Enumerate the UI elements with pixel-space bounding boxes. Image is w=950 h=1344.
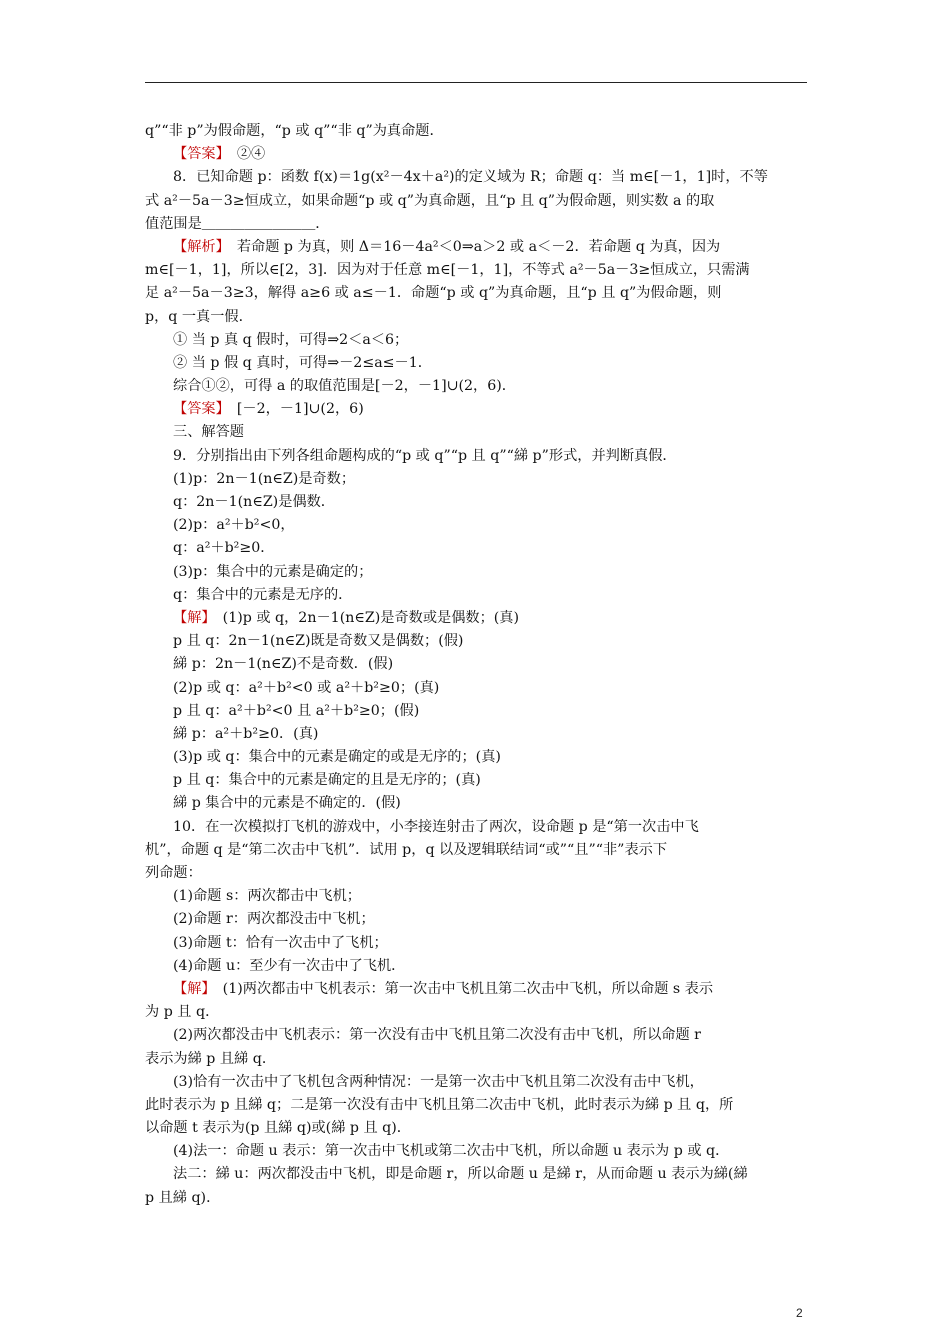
- text-line: [145, 792, 807, 815]
- line-text: (1)p 或 q，2n－1(n∈Z)是奇数或是偶数；(真): [208, 609, 520, 626]
- line-text: (3)p 或 q：集合中的元素是确定的或是无序的；(真): [173, 749, 501, 766]
- text-line: [145, 143, 807, 166]
- text-line: [145, 607, 807, 630]
- line-text: (2)p 或 q：a²＋b²<0 或 a²＋b²≥0；(真): [173, 679, 440, 696]
- line-text: (2)两次都没击中飞机表示：第一次没有击中飞机且第二次没有击中飞机，所以命题 r: [173, 1027, 701, 1044]
- line-text: (3)p：集合中的元素是确定的；: [173, 563, 373, 580]
- line-text: 此时表示为 p 且綈 q；二是第一次没有击中飞机且第二次击中飞机，此时表示为綈 p 且 q，所: [145, 1096, 734, 1113]
- line-text: 三、解答题: [173, 424, 244, 441]
- header-rule: [145, 82, 807, 83]
- text-line: [145, 1117, 807, 1140]
- line-text: 若命题 p 为真，则 Δ＝16－4a²＜0⇒a＞2 或 a＜－2．若命题 q 为真，因为: [222, 238, 721, 255]
- text-line: [145, 120, 807, 143]
- text-line: [145, 561, 807, 584]
- text-line: [145, 306, 807, 329]
- text-line: [145, 769, 807, 792]
- line-text: 8．已知命题 p：函数 f(x)＝1g(x²－4x＋a²)的定义域为 R；命题 q：当 m∈[－1，1]时，不等: [173, 169, 768, 186]
- line-text: p 且 q：集合中的元素是确定的且是无序的；(真): [173, 772, 481, 789]
- line-text: 法二：綈 u：两次都没击中飞机，即是命题 r，所以命题 u 是綈 r，从而命题 u 表示为綈(綈: [173, 1166, 748, 1183]
- line-text: 值范围是＿＿＿＿＿＿＿＿．: [145, 215, 330, 232]
- text-line: [145, 537, 807, 560]
- text-line: [145, 398, 807, 421]
- text-line: [145, 1048, 807, 1071]
- line-text: 綈 p：a²＋b²≥0．(真): [173, 725, 319, 742]
- text-line: [145, 677, 807, 700]
- line-text: q：2n－1(n∈Z)是偶数．: [173, 494, 335, 510]
- line-text: 足 a²－5a－3≥3，解得 a≥6 或 a≤－1．命题“p 或 q”为真命题，且“p 且 q”为假命题，则: [145, 285, 722, 302]
- line-text: 综合①②，可得 a 的取值范围是[－2，－1]∪(2，6)．: [173, 378, 516, 395]
- answer-tag: 【答案】: [173, 146, 223, 163]
- line-text: ②④: [222, 146, 266, 163]
- text-line: [145, 282, 807, 305]
- line-text: (1)p：2n－1(n∈Z)是奇数；: [173, 470, 356, 487]
- text-line: [145, 514, 807, 537]
- line-text: 表示为綈 p 且綈 q．: [145, 1050, 277, 1067]
- text-line: [145, 236, 807, 259]
- text-line: [145, 955, 807, 978]
- line-text: 列命题：: [145, 865, 202, 881]
- text-line: [145, 908, 807, 931]
- line-text: p，q 一真一假．: [145, 308, 253, 325]
- line-text: 9．分别指出由下列各组命题构成的“p 或 q”“p 且 q”“綈 p”形式，并判断真假．: [173, 447, 677, 464]
- line-text: 机”，命题 q 是“第二次击中飞机”．试用 p，q 以及逻辑联结词“或”“且”“非”表示下: [145, 841, 668, 858]
- text-line: [145, 1024, 807, 1047]
- text-line: [145, 862, 807, 885]
- page-body: [145, 120, 807, 1210]
- line-text: (2)命题 r：两次都没击中飞机；: [173, 911, 375, 928]
- text-line: [145, 259, 807, 282]
- line-text: 10．在一次模拟打飞机的游戏中，小李接连射击了两次，设命题 p 是“第一次击中飞: [173, 818, 699, 835]
- text-line: [145, 746, 807, 769]
- text-line: [145, 468, 807, 491]
- text-line: [145, 213, 807, 236]
- text-line: [145, 491, 807, 514]
- line-text: q：集合中的元素是无序的．: [173, 586, 353, 603]
- text-line: [145, 978, 807, 1001]
- text-line: [145, 421, 807, 444]
- text-line: [145, 352, 807, 375]
- line-text: p 且 q：2n－1(n∈Z)既是奇数又是偶数；(假): [173, 633, 464, 650]
- text-line: [145, 1001, 807, 1024]
- line-text: (1)命题 s：两次都击中飞机；: [173, 888, 361, 905]
- line-text: (3)恰有一次击中了飞机包含两种情况：一是第一次击中飞机且第二次没有击中飞机，: [173, 1073, 704, 1090]
- text-line: [145, 1094, 807, 1117]
- text-line: [145, 1163, 807, 1186]
- line-text: 綈 p 集合中的元素是不确定的．(假): [173, 795, 401, 812]
- text-line: [145, 816, 807, 839]
- line-text: (1)两次都击中飞机表示：第一次击中飞机且第二次击中飞机，所以命题 s 表示: [208, 980, 714, 997]
- answer-tag: 【答案】: [173, 401, 223, 418]
- text-line: [145, 1187, 807, 1210]
- line-text: ① 当 p 真 q 假时，可得⇒2＜a＜6；: [173, 331, 409, 348]
- text-line: [145, 723, 807, 746]
- text-line: [145, 885, 807, 908]
- line-text: q”“非 p”为假命题，“p 或 q”“非 q”为真命题．: [145, 123, 444, 139]
- line-text: 为 p 且 q．: [145, 1004, 220, 1021]
- line-text: p 且 q：a²＋b²<0 且 a²＋b²≥0；(假): [173, 702, 420, 719]
- line-text: 綈 p：2n－1(n∈Z)不是奇数．(假): [173, 656, 394, 673]
- text-line: [145, 1071, 807, 1094]
- line-text: (4)命题 u：至少有一次击中了飞机．: [173, 957, 406, 974]
- text-line: [145, 329, 807, 352]
- text-line: [145, 932, 807, 955]
- text-line: [145, 375, 807, 398]
- line-text: ② 当 p 假 q 真时，可得⇒－2≤a≤－1．: [173, 354, 432, 371]
- line-text: 以命题 t 表示为(p 且綈 q)或(綈 p 且 q)．: [145, 1120, 411, 1137]
- text-line: [145, 839, 807, 862]
- line-text: (2)p：a²＋b²<0，: [173, 517, 295, 534]
- text-line: [145, 700, 807, 723]
- line-text: (3)命题 t：恰有一次击中了飞机；: [173, 934, 388, 951]
- text-line: [145, 630, 807, 653]
- line-text: p 且綈 q)．: [145, 1189, 221, 1206]
- answer-tag: 【解】: [173, 980, 209, 997]
- answer-tag: 【解析】: [173, 238, 223, 255]
- answer-tag: 【解】: [173, 609, 209, 626]
- line-text: [－2，－1]∪(2，6): [222, 401, 364, 418]
- line-text: 式 a²－5a－3≥恒成立，如果命题“p 或 q”为真命题，且“p 且 q”为假命题，则实数 a 的取: [145, 192, 715, 209]
- line-text: (4)法一：命题 u 表示：第一次击中飞机或第二次击中飞机，所以命题 u 表示为 p 或 q．: [173, 1143, 730, 1160]
- line-text: m∈[－1，1]，所以∈[2，3]．因为对于任意 m∈[－1，1]，不等式 a²－5a－3≥恒成立，只需满: [145, 262, 750, 279]
- text-line: [145, 445, 807, 468]
- text-line: [145, 1140, 807, 1163]
- text-line: [145, 166, 807, 189]
- text-line: [145, 584, 807, 607]
- line-text: q：a²＋b²≥0．: [173, 540, 275, 557]
- text-line: [145, 190, 807, 213]
- page-number: 2: [796, 1306, 803, 1320]
- text-line: [145, 653, 807, 676]
